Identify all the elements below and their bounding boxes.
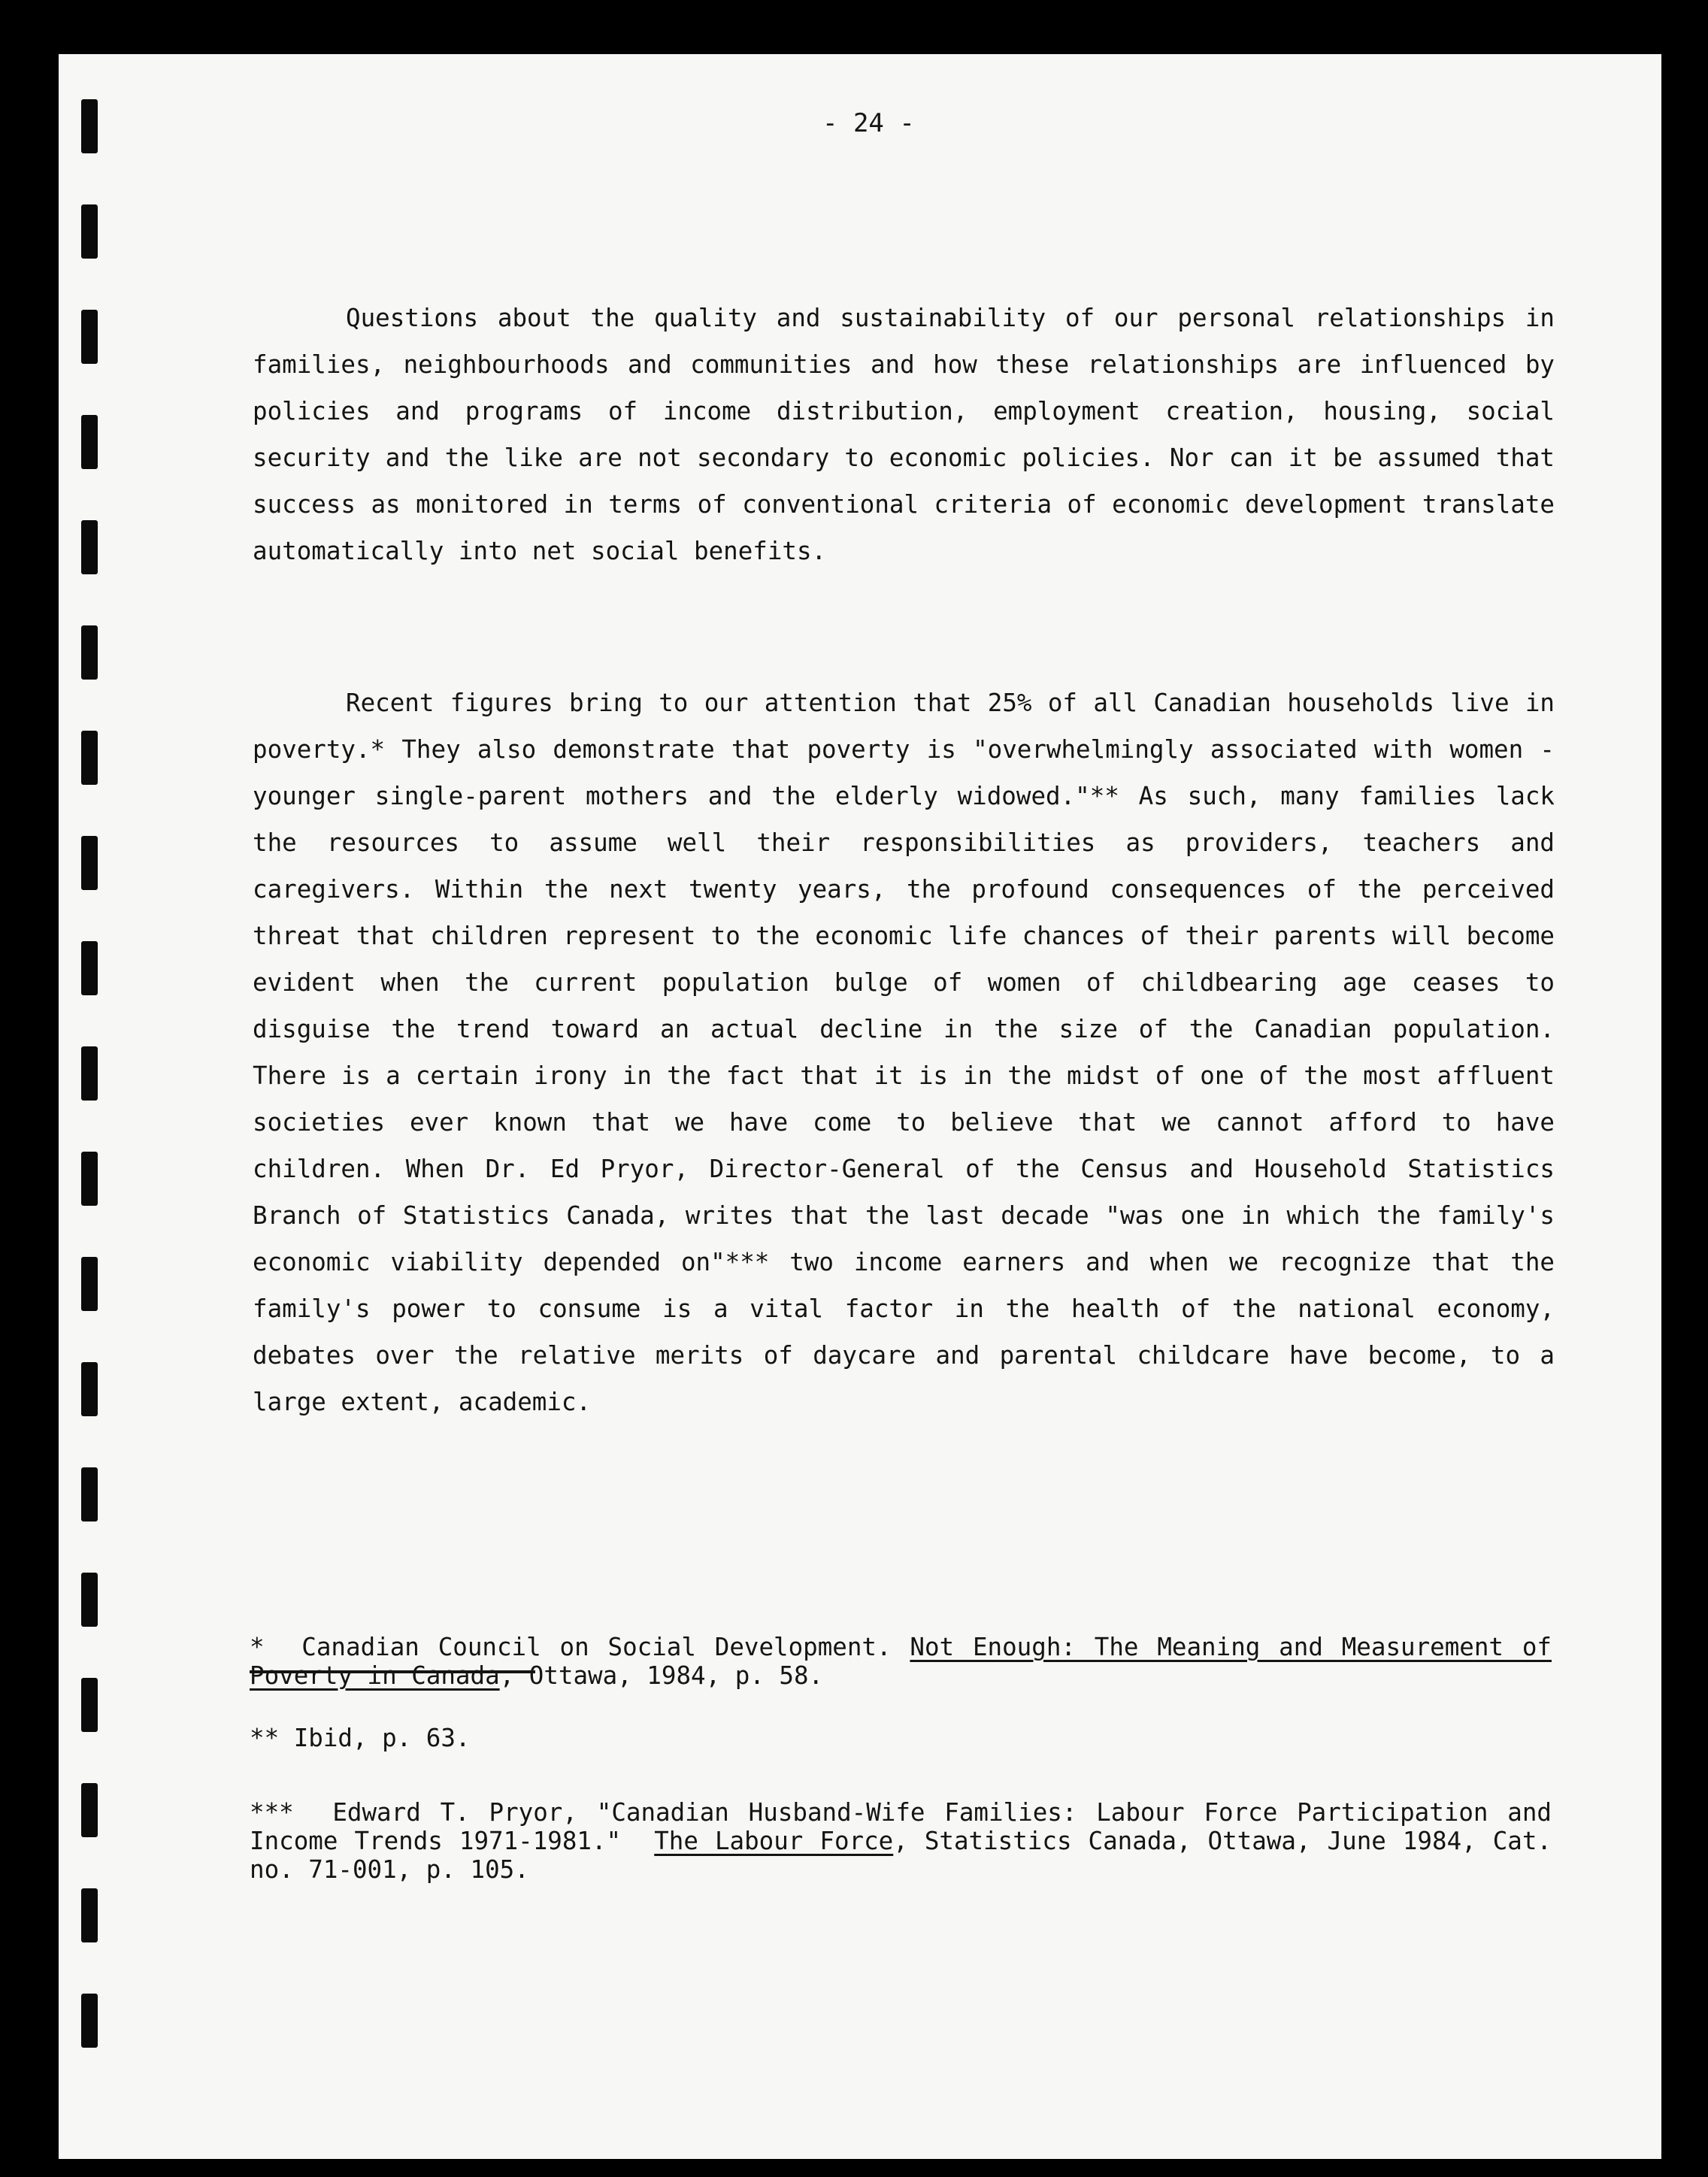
punch-hole	[81, 941, 98, 995]
punch-hole	[81, 415, 98, 469]
footnote-title: Not Enough: The Meaning and Measurement of Poverty in Canada	[250, 1633, 1552, 1690]
punch-hole	[81, 1362, 98, 1416]
footnote-text: Edward T. Pryor, "Canadian Husband-Wife Families: Labour Force Participation and Income Trends 1971-1981."	[250, 1798, 1552, 1855]
punch-hole	[81, 1783, 98, 1837]
footnote-author: Canadian Council on Social Development.	[301, 1633, 892, 1661]
punch-holes	[81, 99, 104, 2129]
footnote-1	[250, 1633, 1552, 1690]
footnote-text: ** Ibid, p. 63.	[250, 1724, 471, 1752]
punch-hole	[81, 310, 98, 364]
punch-hole	[81, 1573, 98, 1627]
footnote-title: The Labour Force	[654, 1827, 894, 1855]
body-paragraph-1	[253, 295, 1555, 574]
paragraph-text: Questions about the quality and sustainability of our personal relationships in families, neighbourhoods and communities and how these relationships are influenced by policies and programs of income distribution, employment creation, housing, social security and the like are not secondary to economic policies. Nor can it be assumed that success as monitored in terms of conventional criteria of economic development translate automatically into net social benefits.	[253, 304, 1555, 565]
punch-hole	[81, 731, 98, 785]
footnote-marker: *	[250, 1633, 265, 1661]
page-number: - 24 -	[822, 108, 915, 138]
punch-hole	[81, 625, 98, 680]
punch-hole	[81, 1152, 98, 1206]
footnote-3	[250, 1798, 1552, 1884]
punch-hole	[81, 1888, 98, 1942]
paragraph-text: Recent figures bring to our attention that 25% of all Canadian households live in poverty.* They also demonstrate that poverty is "overwhelmingly associated with women - younger single-parent mothers and the elderly widowed."** As such, many families lack the resources to assume well their responsibilities as providers, teachers and caregivers. Within the next twenty years, the profound consequences of the perceived threat that children represent to the economic life chances of their parents will become evident when the current population bulge of women of childbearing age ceases to disguise the trend toward an actual decline in the size of the Canadian population. There is a certain irony in the fact that it is in the midst of one of the most affluent societies ever known that we have come to believe that we cannot afford to have children. When Dr. Ed Pryor, Director-General of the Census and Household Statistics Branch of Statistics Canada, writes that the last decade "was one in which the family's economic viability depended on"*** two income earners and when we recognize that the family's power to consume is a vital factor in the health of the national economy, debates over the relative merits of daycare and parental childcare have become, to a large extent, academic.	[253, 689, 1555, 1416]
punch-hole	[81, 1467, 98, 1521]
footnote-marker: ***	[250, 1798, 294, 1827]
document-page	[59, 54, 1661, 2159]
punch-hole	[81, 1257, 98, 1311]
punch-hole	[81, 99, 98, 153]
footnote-details: , Statistics Canada, Ottawa, June 1984, Cat. no. 71-001, p. 105.	[250, 1827, 1552, 1884]
footnote-2	[250, 1724, 1552, 1752]
punch-hole	[81, 204, 98, 259]
body-paragraph-2	[253, 680, 1555, 1425]
footnote-details: , Ottawa, 1984, p. 58.	[499, 1661, 824, 1690]
punch-hole	[81, 520, 98, 574]
punch-hole	[81, 1046, 98, 1101]
punch-hole	[81, 1678, 98, 1732]
punch-hole	[81, 836, 98, 890]
punch-hole	[81, 1994, 98, 2048]
